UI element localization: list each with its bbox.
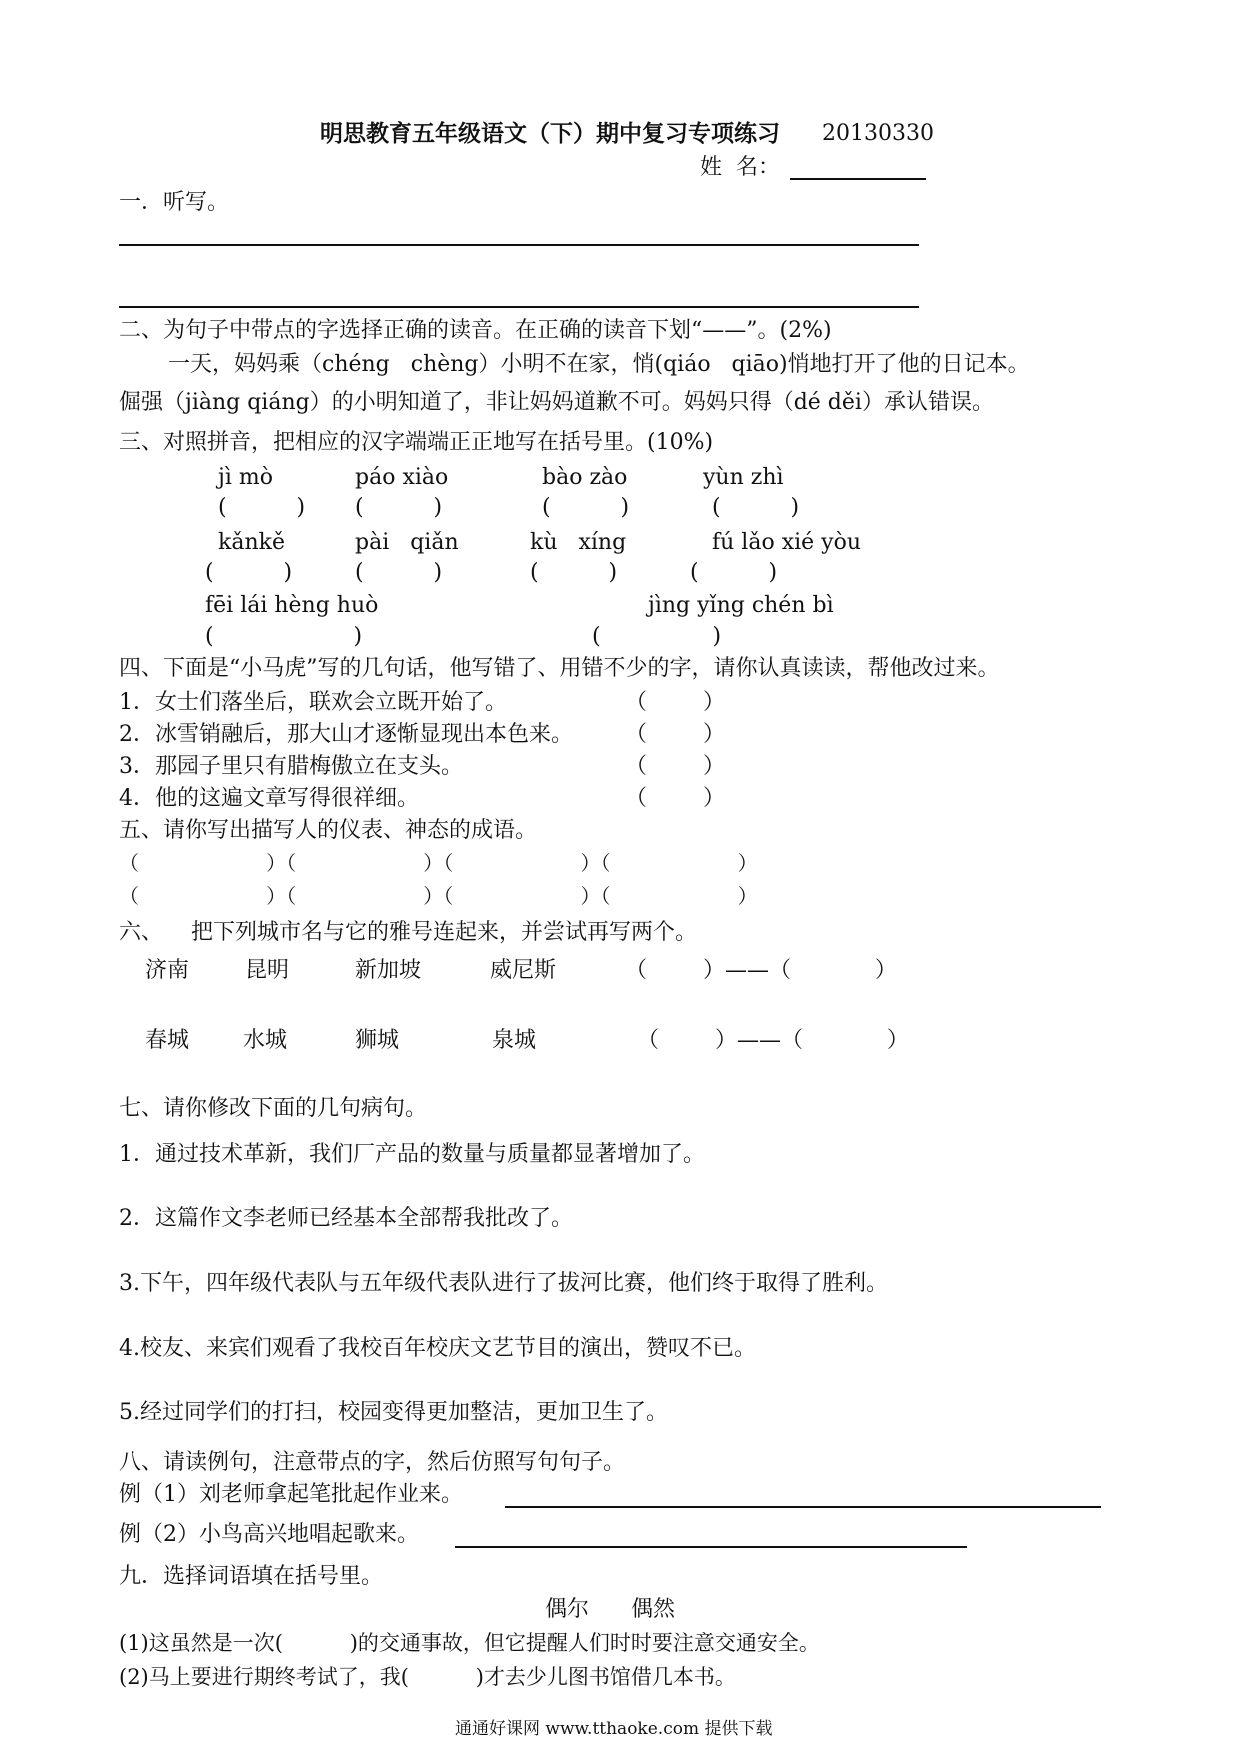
imitation-line-2[interactable]	[455, 1546, 967, 1548]
answer-paren[interactable]: （ ）	[625, 690, 725, 715]
answer-paren[interactable]: ( )	[218, 495, 306, 520]
city-name: 新加坡	[355, 958, 422, 983]
s7-item: 2．这篇作文李老师已经基本全部帮我批改了。	[119, 1206, 573, 1231]
section-7-title: 七、请你修改下面的几句病句。	[119, 1096, 428, 1121]
pinyin: jìng yǐng chén bì	[648, 593, 834, 618]
city-nickname: 水城	[243, 1028, 288, 1053]
answer-paren-long[interactable]: ( )	[592, 624, 722, 649]
s4-item: 2．冰雪销融后，那大山才逐惭显现出本色来。	[119, 722, 573, 747]
answer-paren[interactable]: （ ）	[625, 786, 725, 811]
s2-sentence-2: 倔强（jiàng qiáng）的小明知道了，非让妈妈道歉不可。妈妈只得（dé děi）承认错误。	[119, 390, 994, 415]
dictation-line-1[interactable]	[119, 244, 919, 246]
answer-paren[interactable]: ( )	[355, 495, 443, 520]
answer-paren[interactable]: ( )	[690, 560, 778, 585]
dictation-line-2[interactable]	[119, 306, 919, 308]
section-9-title: 九．选择词语填在括号里。	[119, 1564, 384, 1589]
pinyin: kù xíng	[530, 530, 627, 555]
city-name: 济南	[145, 958, 190, 983]
city-nickname: 泉城	[492, 1028, 537, 1053]
name-blank-line[interactable]	[790, 178, 926, 180]
pinyin: pài qiǎn	[355, 530, 459, 555]
s4-item: 3．那园子里只有腊梅傲立在支头。	[119, 754, 463, 779]
pinyin: fú lǎo xié yòu	[712, 530, 861, 555]
city-name: 威尼斯	[490, 958, 557, 983]
date-label: 20130330	[822, 121, 934, 146]
answer-paren[interactable]: （ ）	[625, 722, 725, 747]
s4-item: 4．他的这遍文章写得很祥细。	[119, 786, 419, 811]
section-4-title: 四、下面是“小马虎”写的几句话，他写错了、用错不少的字，请你认真读读，帮他改过来。	[119, 656, 1000, 681]
answer-paren[interactable]: ( )	[355, 560, 443, 585]
s9-question-1: (1)这虽然是一次( )的交通事故，但它提醒人们时时要注意交通安全。	[119, 1631, 820, 1655]
s2-sentence-1: 一天，妈妈乘（chéng chèng）小明不在家，悄(qiáo qiāo)悄地打开了他的日记本。	[168, 352, 1030, 377]
answer-paren[interactable]: （ ）	[625, 754, 725, 779]
word-choices: 偶尔 偶然	[545, 1597, 675, 1622]
section-2-title: 二、为句子中带点的字选择正确的读音。在正确的读音下划“——”。(2%)	[119, 318, 832, 343]
pinyin: páo xiào	[355, 465, 449, 490]
example-1: 例（1）刘老师拿起笔批起作业来。	[119, 1482, 463, 1507]
s4-item: 1．女士们落坐后，联欢会立既开始了。	[119, 690, 507, 715]
pinyin: jì mò	[218, 465, 273, 490]
example-2: 例（2）小鸟高兴地唱起歌来。	[119, 1522, 419, 1547]
s7-item: 4.校友、来宾们观看了我校百年校庆文艺节目的演出，赞叹不已。	[119, 1336, 756, 1361]
pinyin: yùn zhì	[703, 465, 784, 490]
answer-paren[interactable]: ( )	[205, 560, 293, 585]
s9-question-2: (2)马上要进行期终考试了，我( )才去少儿图书馆借几本书。	[119, 1665, 736, 1689]
idiom-row-2[interactable]: （ ）（ ）（ ）（ ）	[119, 884, 758, 908]
answer-paren-long[interactable]: ( )	[205, 624, 363, 649]
s7-item: 1．通过技术革新，我们厂产品的数量与质量都显著增加了。	[119, 1142, 705, 1167]
page-title: 明思教育五年级语文（下）期中复习专项练习	[320, 120, 780, 147]
name-label: 姓 名：	[700, 155, 780, 180]
answer-pair[interactable]: （ ）——（ ）	[625, 958, 897, 983]
section-1-title: 一．听写。	[119, 190, 230, 215]
idiom-row-1[interactable]: （ ）（ ）（ ）（ ）	[119, 851, 758, 875]
section-3-title: 三、对照拼音，把相应的汉字端端正正地写在括号里。(10%)	[119, 430, 714, 455]
city-nickname: 春城	[145, 1028, 190, 1053]
answer-paren[interactable]: ( )	[530, 560, 618, 585]
pinyin: kǎnkě	[218, 530, 285, 555]
section-6-title: 六、 把下列城市名与它的雅号连起来，并尝试再写两个。	[119, 920, 697, 945]
section-8-title: 八、请读例句，注意带点的字，然后仿照写句句子。	[119, 1450, 626, 1475]
answer-pair[interactable]: （ ）——（ ）	[637, 1028, 909, 1053]
answer-paren[interactable]: ( )	[542, 495, 630, 520]
pinyin: bào zào	[542, 465, 628, 490]
city-nickname: 狮城	[355, 1028, 400, 1053]
city-name: 昆明	[245, 958, 290, 983]
pinyin: fēi lái hèng huò	[205, 593, 379, 618]
s7-item: 5.经过同学们的打扫，校园变得更加整洁，更加卫生了。	[119, 1400, 668, 1425]
s7-item: 3.下午，四年级代表队与五年级代表队进行了拔河比赛，他们终于取得了胜利。	[119, 1271, 888, 1296]
section-5-title: 五、请你写出描写人的仪表、神态的成语。	[119, 818, 538, 843]
answer-paren[interactable]: ( )	[712, 495, 800, 520]
imitation-line-1[interactable]	[505, 1506, 1101, 1508]
footer-text: 通通好课网 www.tthaoke.com 提供下载	[455, 1719, 773, 1739]
